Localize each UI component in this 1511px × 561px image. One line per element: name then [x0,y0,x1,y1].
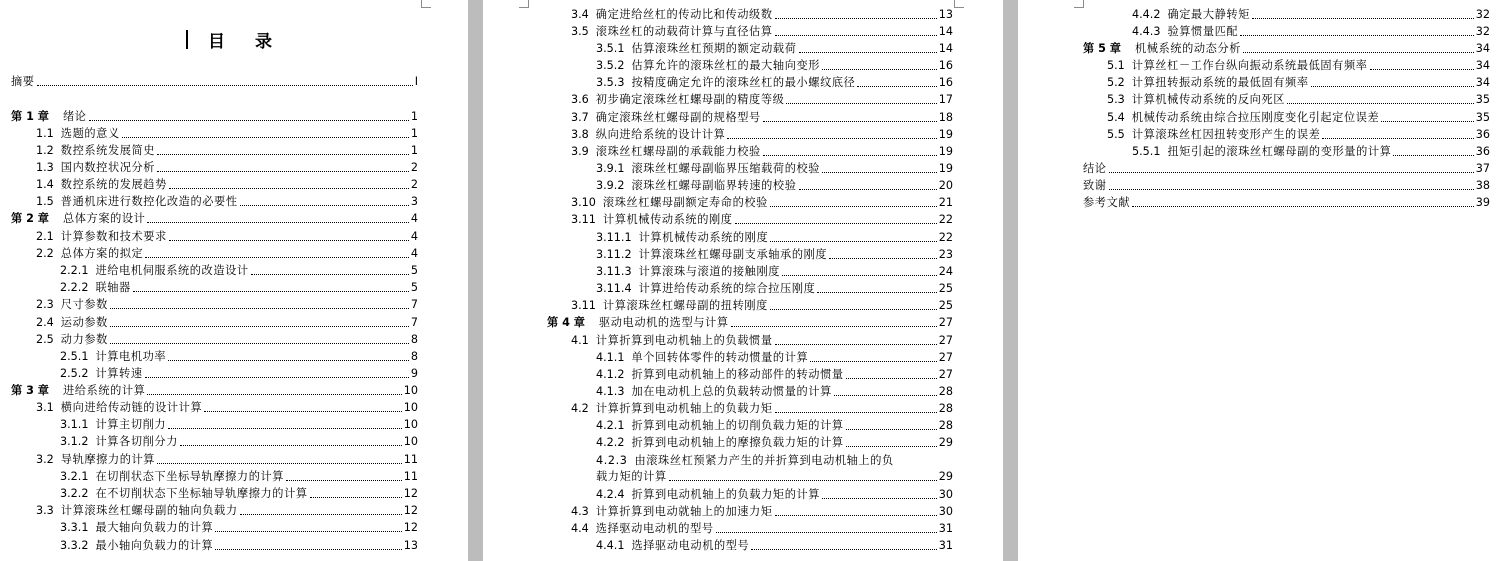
toc-entry[interactable]: 第 3 章 进给系统的计算 10 [11,384,418,397]
toc-entry[interactable]: 4.1.3 加在电动机上总的负载转动惯量的计算 28 [596,385,953,398]
toc-entry[interactable]: 3.5 滚珠丝杠的动载荷计算与直径估算 14 [571,25,953,38]
toc-entry[interactable]: 1.5 普通机床进行数控化改造的必要性 3 [36,195,418,208]
toc-entry[interactable]: 1.4 数控系统的发展趋势 2 [36,178,418,191]
toc-entry[interactable]: 4.2 计算折算到电动机轴上的负载力矩 28 [571,402,953,415]
toc-entry[interactable]: 2.2.1 进给电机伺服系统的改造设计 5 [60,264,418,277]
toc-entry[interactable]: 1.3 国内数控状况分析 2 [36,161,418,174]
toc-entry[interactable]: 第 4 章 驱动电动机的选型与计算 27 [547,316,953,329]
toc-entry[interactable]: 4.4.3 验算惯量匹配 32 [1132,25,1490,38]
document-page-3 [1018,0,1511,561]
toc-entry[interactable]: 2.5.1 计算电机功率 8 [60,350,418,363]
toc-entry[interactable]: 第 1 章 绪论 1 [11,110,418,123]
toc-entry[interactable]: 5.3 计算机械传动系统的反向死区 35 [1107,93,1490,106]
toc-entry[interactable]: 3.5.1 估算滚珠丝杠预期的额定动载荷 14 [596,42,953,55]
toc-entry[interactable]: 2.3 尺寸参数 7 [36,298,418,311]
toc-entry[interactable]: 2.2 总体方案的拟定 4 [36,247,418,260]
document-page-2 [483,0,1003,561]
crop-mark [1074,0,1084,8]
toc-entry[interactable]: 3.1.2 计算各切削分力 10 [60,435,418,448]
toc-entry[interactable]: 致谢 38 [1083,179,1490,192]
toc-entry[interactable]: 3.1 横向进给传动链的设计计算 10 [36,401,418,414]
toc-entry[interactable]: 2.5.2 计算转速 9 [60,367,418,380]
toc-entry[interactable]: 2.4 运动参数 7 [36,316,418,329]
toc-entry[interactable]: 载力矩的计算 29 [596,470,953,483]
toc-entry[interactable]: 3.10 滚珠丝杠螺母副额定寿命的校验 21 [571,196,953,209]
toc-entry[interactable]: 5.4 机械传动系统由综合拉压刚度变化引起定位误差 35 [1107,111,1490,124]
toc-entry[interactable]: 3.9 滚珠丝杠螺母副的承载能力校验 19 [571,145,953,158]
toc-entry[interactable]: 4.2.2 折算到电动机轴上的摩擦负载力矩的计算 29 [596,436,953,449]
toc-entry[interactable]: 3.11.1 计算机械传动系统的刚度 22 [596,231,953,244]
toc-entry[interactable]: 2.5 动力参数 8 [36,333,418,346]
toc-entry[interactable]: 3.3.2 最小轴向负载力的计算 13 [60,539,418,552]
toc-entry[interactable]: 2.2.2 联轴器 5 [60,281,418,294]
toc-entry[interactable]: 5.5.1 扭矩引起的滚珠丝杠螺母副的变形量的计算 36 [1132,145,1490,158]
toc-entry[interactable]: 4.2.4 折算到电动机轴上的负载力矩的计算 30 [596,488,953,501]
toc-entry[interactable]: 参考文献 39 [1083,196,1490,209]
toc-entry[interactable]: 3.11 计算滚珠丝杠螺母副的扭转刚度 25 [571,299,953,312]
toc-entry[interactable]: 4.4.2 确定最大静转矩 32 [1132,8,1490,21]
toc-entry[interactable]: 4.4.1 选择驱动电动机的型号 31 [596,539,953,552]
toc-entry[interactable]: 3.11.3 计算滚珠与滚道的接触刚度 24 [596,265,953,278]
toc-entry[interactable]: 4.2.1 折算到电动机轴上的切削负载力矩的计算 28 [596,419,953,432]
toc-entry[interactable]: 3.1.1 计算主切削力 10 [60,418,418,431]
toc-entry[interactable]: 第 2 章 总体方案的设计 4 [11,212,418,225]
crop-mark [954,0,964,8]
toc-entry[interactable]: 3.2.2 在不切削状态下坐标轴导轨摩擦力的计算 12 [60,487,418,500]
toc-entry[interactable]: 3.11.2 计算滚珠丝杠螺母副支承轴承的刚度 23 [596,248,953,261]
toc-entry[interactable]: 3.6 初步确定滚珠丝杠螺母副的精度等级 17 [571,93,953,106]
toc-entry[interactable]: 5.5 计算滚珠丝杠因扭转变形产生的误差 36 [1107,128,1490,141]
toc-entry[interactable]: 4.4 选择驱动电动机的型号 31 [571,522,953,535]
toc-entry[interactable]: 3.8 纵向进给系统的设计计算 19 [571,128,953,141]
toc-entry[interactable]: 3.3.1 最大轴向负载力的计算 12 [60,521,418,534]
toc-heading: 目 录 [208,32,284,52]
toc-entry[interactable]: 2.1 计算参数和技术要求 4 [36,230,418,243]
toc-entry[interactable]: 3.4 确定进给丝杠的传动比和传动级数 13 [571,8,953,21]
toc-entry[interactable]: 1.2 数控系统发展简史 1 [36,144,418,157]
toc-entry[interactable]: 摘要 I [11,75,418,88]
toc-entry[interactable]: 5.1 计算丝杠－工作台纵向振动系统最低固有频率 34 [1107,59,1490,72]
toc-entry[interactable]: 5.2 计算扭转振动系统的最低固有频率 34 [1107,76,1490,89]
toc-entry[interactable]: 3.5.3 按精度确定允许的滚珠丝杠的最小螺纹底径 16 [596,76,953,89]
crop-mark [519,0,529,8]
toc-entry[interactable]: 3.9.1 滚珠丝杠螺母副临界压缩载荷的校验 19 [596,162,953,175]
toc-entry[interactable]: 1.1 选题的意义 1 [36,127,418,140]
toc-entry[interactable]: 3.2.1 在切削状态下坐标导轨摩擦力的计算 11 [60,470,418,483]
toc-entry[interactable]: 3.11.4 计算进给传动系统的综合拉压刚度 25 [596,282,953,295]
toc-entry[interactable]: 3.5.2 估算允许的滚珠丝杠的最大轴向变形 16 [596,59,953,72]
text-cursor [186,30,188,49]
crop-mark [421,0,431,8]
toc-entry[interactable]: 3.9.2 滚珠丝杠螺母副临界转速的校验 20 [596,179,953,192]
toc-entry[interactable]: 3.11 计算机械传动系统的刚度 22 [571,213,953,226]
toc-entry-wrapped[interactable]: 4.2.3 由滚珠丝杠预紧力产生的并折算到电动机轴上的负 [596,454,894,467]
toc-entry[interactable]: 第 5 章 机械系统的动态分析 34 [1083,42,1490,55]
toc-entry[interactable]: 4.1 计算折算到电动机轴上的负载惯量 27 [571,334,953,347]
document-page-1 [0,0,468,561]
toc-entry[interactable]: 3.7 确定滚珠丝杠螺母副的规格型号 18 [571,111,953,124]
toc-entry[interactable]: 3.2 导轨摩擦力的计算 11 [36,453,418,466]
toc-entry[interactable]: 4.1.1 单个回转体零件的转动惯量的计算 27 [596,351,953,364]
toc-entry[interactable]: 结论 37 [1083,162,1490,175]
toc-entry[interactable]: 3.3 计算滚珠丝杠螺母副的轴向负载力 12 [36,504,418,517]
toc-entry[interactable]: 4.3 计算折算到电动就轴上的加速力矩 30 [571,505,953,518]
toc-entry[interactable]: 4.1.2 折算到电动机轴上的移动部件的转动惯量 27 [596,368,953,381]
